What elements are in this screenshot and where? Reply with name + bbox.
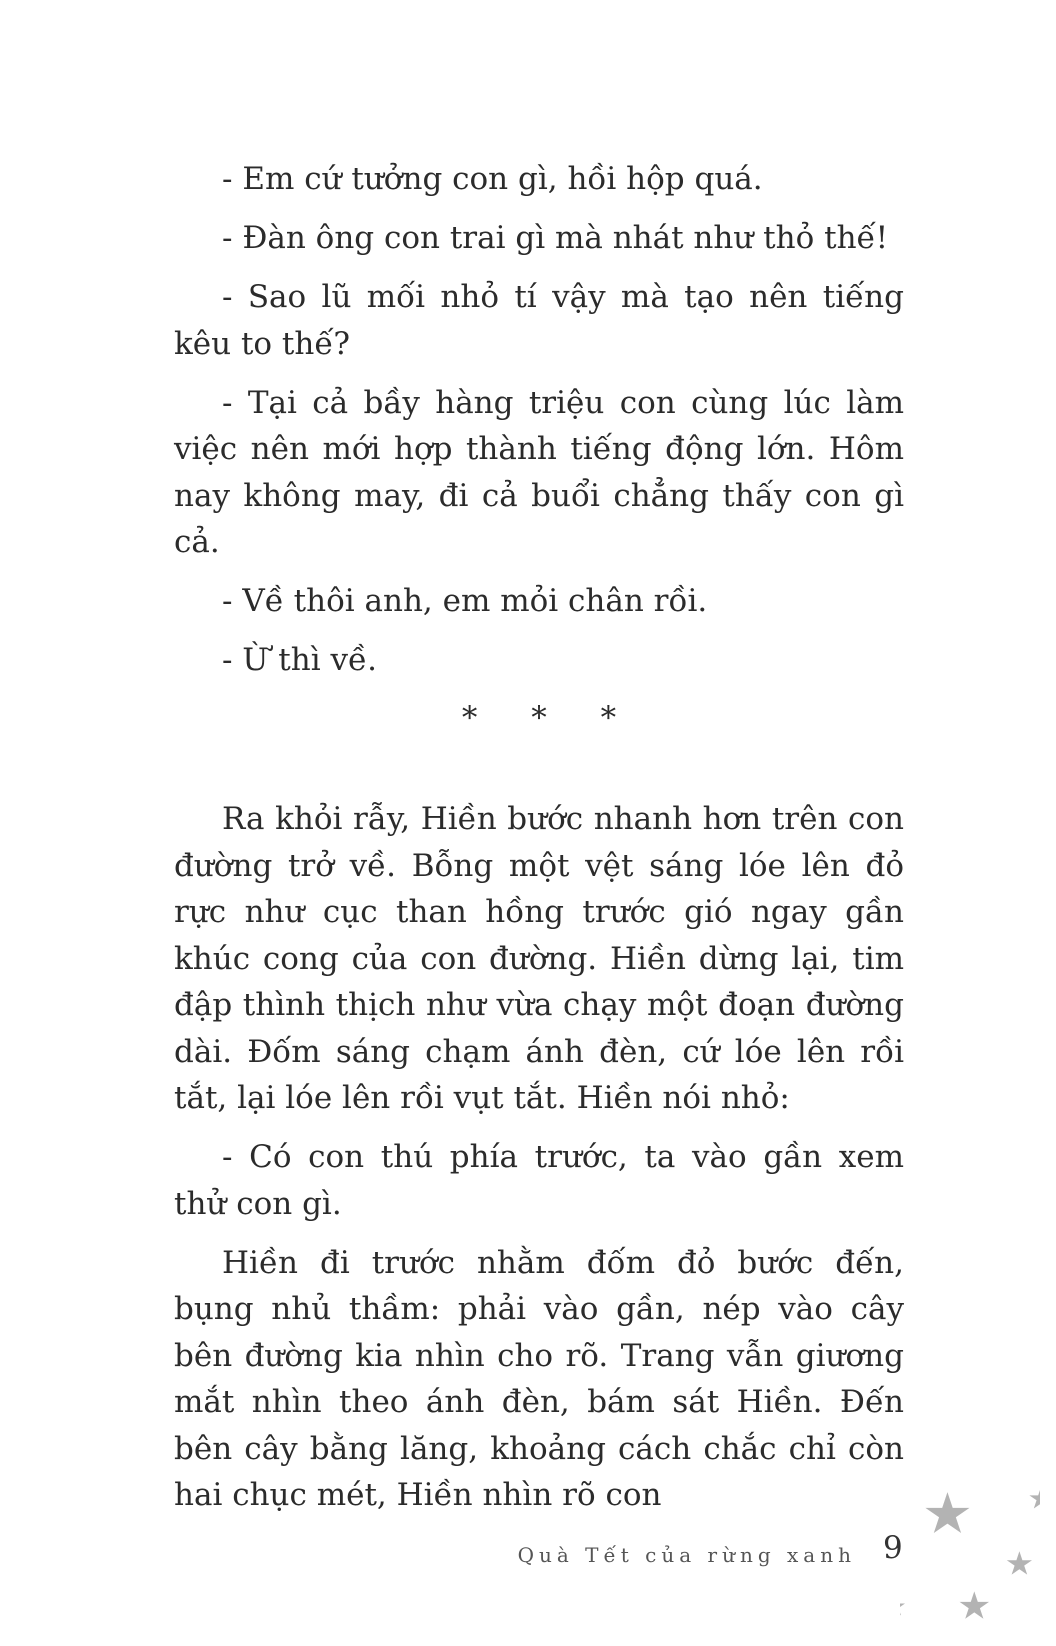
paragraph: Ra khỏi rẫy, Hiền bước nhanh hơn trên con đường trở về. Bỗng một vệt sáng lóe lên đỏ rực như cục than hồng trước gió ngay gần khúc cong của con đường. Hiền dừng lại, tim đập thình thịch như vừa chạy một đoạn đường dài. Đốm sáng chạm ánh đèn, cứ lóe lên rồi tắt, lại lóe lên rồi vụt tắt. Hiền nói nhỏ: — [174, 801, 904, 1116]
star-icon — [960, 1591, 989, 1618]
paragraph: Hiền đi trước nhằm đốm đỏ bước đến, bụng nhủ thầm: phải vào gần, nép vào cây bên đường kia nhìn cho rõ. Trang vẫn giương mắt nhìn theo ánh đèn, bám sát Hiền. Đến bên cây bằng lăng, khoảng cách chắc chỉ còn hai chục mét, Hiền nhìn rõ con — [174, 1244, 904, 1513]
paragraph: - Tại cả bầy hàng triệu con cùng lúc làm việc nên mới hợp thành tiếng động lớn. Hôm nay không may, đi cả buổi chẳng thấy con gì cả. — [174, 384, 904, 560]
paragraph: - Em cứ tưởng con gì, hồi hộp quá. — [222, 161, 763, 197]
narrative-block — [174, 796, 904, 1531]
stars-decoration — [900, 1490, 1040, 1640]
star-icon — [1029, 1490, 1040, 1509]
paragraph: - Đàn ông con trai gì mà nhát như thỏ thế! — [222, 220, 889, 256]
section-separator: * * * — [461, 700, 639, 736]
dialogue-block — [174, 156, 904, 696]
star-icon — [925, 1492, 969, 1533]
page-number: 9 — [883, 1530, 903, 1566]
paragraph: - Có con thú phía trước, ta vào gần xem thử con gì. — [174, 1139, 904, 1222]
paragraph: - Sao lũ mối nhỏ tí vậy mà tạo nên tiếng kêu to thế? — [174, 279, 904, 362]
star-icon — [900, 1596, 905, 1616]
star-icon — [1007, 1551, 1032, 1574]
running-footer-title: Quà Tết của rừng xanh — [517, 1543, 856, 1567]
paragraph: - Về thôi anh, em mỏi chân rồi. — [222, 583, 708, 619]
paragraph: - Ừ thì về. — [222, 642, 377, 678]
